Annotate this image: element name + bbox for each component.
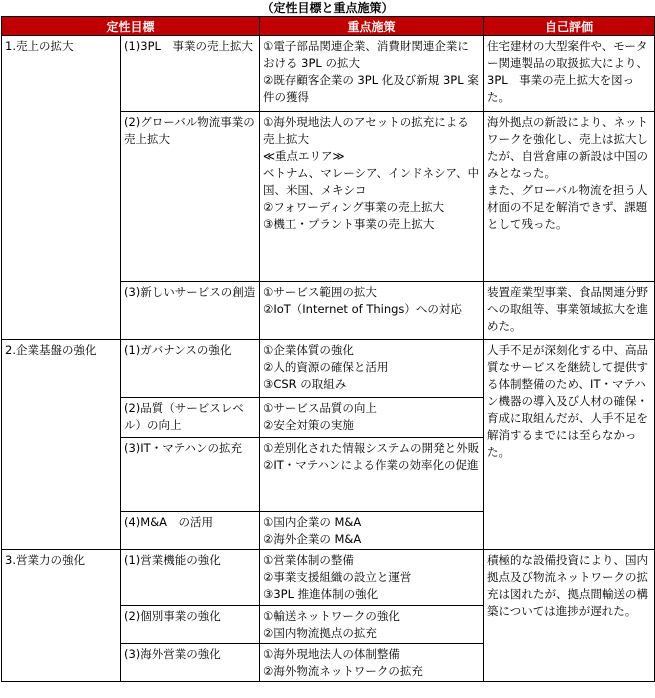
evaluation-cell: 積極的な設備投資により、国内拠点及び物流ネットワークの拡充は図れたが、拠点間輸送の構築については進捗が遅れた。 bbox=[484, 550, 655, 682]
measure-item: ≪重点エリア≫ bbox=[263, 149, 345, 163]
evaluation-cell: 住宅建材の大型案件や、モーター関連製品の取扱拡大により、3PL 事業の売上拡大を図った。 bbox=[484, 36, 655, 112]
measure-item: ②事業支援組織の設立と運営 bbox=[263, 570, 412, 584]
objective-cell: (2)品質（サービスレベル）の向上 bbox=[121, 398, 260, 438]
measure-item: ②安全対策の実施 bbox=[263, 418, 354, 432]
header-evaluation: 自己評価 bbox=[484, 17, 655, 36]
table-caption: （定性目標と重点施策） bbox=[261, 1, 394, 15]
measure-item: ②海外物流ネットワークの拡充 bbox=[263, 664, 423, 678]
table-row bbox=[2, 36, 655, 112]
header-row bbox=[2, 17, 655, 36]
measure-item: ①輸送ネットワークの強化 bbox=[263, 609, 400, 623]
measures-cell bbox=[260, 512, 484, 550]
evaluation-cell bbox=[484, 112, 655, 282]
goal-cell: 2.企業基盤の強化 bbox=[2, 340, 121, 550]
measures-cell bbox=[260, 340, 484, 398]
objective-cell: (4)M&A の活用 bbox=[121, 512, 260, 550]
measures-cell bbox=[260, 550, 484, 606]
measure-item: ①サービス範囲の拡大 bbox=[263, 285, 377, 299]
measure-item: ①企業体質の強化 bbox=[263, 343, 354, 357]
measures-cell bbox=[260, 36, 484, 112]
table-row bbox=[2, 340, 655, 398]
measure-item: ②フォワーディング事業の売上拡大 bbox=[263, 200, 445, 214]
objective-cell: (1)ガバナンスの強化 bbox=[121, 340, 260, 398]
measures-cell bbox=[260, 606, 484, 644]
measures-cell bbox=[260, 438, 484, 512]
measure-item: ②IT・マテハンによる作業の効率化の促進 bbox=[263, 458, 479, 472]
objective-cell: (3)新しいサービスの創造 bbox=[121, 282, 260, 340]
objective-cell: (2)個別事業の強化 bbox=[121, 606, 260, 644]
objective-cell: (1)営業機能の強化 bbox=[121, 550, 260, 606]
evaluation-cell: 人手不足が深刻化する中、高品質なサービスを継続して提供する体制整備のため、IT・マテハン機器の導入及び人材の確保・育成に取組んだが、人手不足を解消するまでには至らなかった。 bbox=[484, 340, 655, 550]
measure-item: ②人的資源の確保と活用 bbox=[263, 360, 389, 374]
measures-cell bbox=[260, 398, 484, 438]
measure-item: ②既存顧客企業の 3PL 化及び新規 3PL 案件の獲得 bbox=[263, 73, 479, 104]
measure-item: ①営業体制の整備 bbox=[263, 553, 354, 567]
evaluation-paragraph: また、グローバル物流を担う人材面の不足を解消できず、課題として残った。 bbox=[487, 183, 648, 231]
measure-item: ③CSR の取組み bbox=[263, 377, 347, 391]
measure-item: ②海外企業の M&A bbox=[263, 532, 362, 546]
objective-cell: (1)3PL 事業の売上拡大 bbox=[121, 36, 260, 112]
goal-cell: 3.営業力の強化 bbox=[2, 550, 121, 682]
objective-cell: (3)海外営業の強化 bbox=[121, 644, 260, 682]
header-measures: 重点施策 bbox=[260, 17, 484, 36]
objective-cell: (3)IT・マテハンの拡充 bbox=[121, 438, 260, 512]
measure-item: ③機工・プラント事業の売上拡大 bbox=[263, 217, 435, 231]
measure-item: ①電子部品関連企業、消費財関連企業における 3PL の拡大 bbox=[263, 39, 469, 70]
header-goal: 定性目標 bbox=[2, 17, 260, 36]
goal-cell: 1.売上の拡大 bbox=[2, 36, 121, 340]
evaluation-table bbox=[1, 16, 655, 682]
measure-item: ②IoT（Internet of Things）への対応 bbox=[263, 302, 462, 316]
measure-item: ③3PL 推進体制の強化 bbox=[263, 587, 379, 601]
objective-cell: (2)グローバル物流事業の売上拡大 bbox=[121, 112, 260, 282]
measure-item: ①国内企業の M&A bbox=[263, 515, 362, 529]
evaluation-paragraph: 海外拠点の新設により、ネットワークを強化し、売上は拡大したが、自営倉庫の新設は中国のみとなった。 bbox=[487, 115, 649, 180]
evaluation-cell: 装置産業型事業、食品関連分野への取組等、事業領域拡大を進めた。 bbox=[484, 282, 655, 340]
measure-item: ①サービス品質の向上 bbox=[263, 401, 377, 415]
measure-item: ①海外現地法人の体制整備 bbox=[263, 647, 400, 661]
measures-cell bbox=[260, 112, 484, 282]
table-row bbox=[2, 550, 655, 606]
measure-item: ①差別化された情報システムの開発と外販 bbox=[263, 441, 480, 455]
measure-item: ①海外現地法人のアセットの拡充による売上拡大 bbox=[263, 115, 469, 146]
measure-item: ベトナム、マレーシア、インドネシア、中国、米国、メキシコ bbox=[263, 166, 480, 197]
measures-cell bbox=[260, 644, 484, 682]
measures-cell bbox=[260, 282, 484, 340]
measure-item: ②国内物流拠点の拡充 bbox=[263, 626, 377, 640]
